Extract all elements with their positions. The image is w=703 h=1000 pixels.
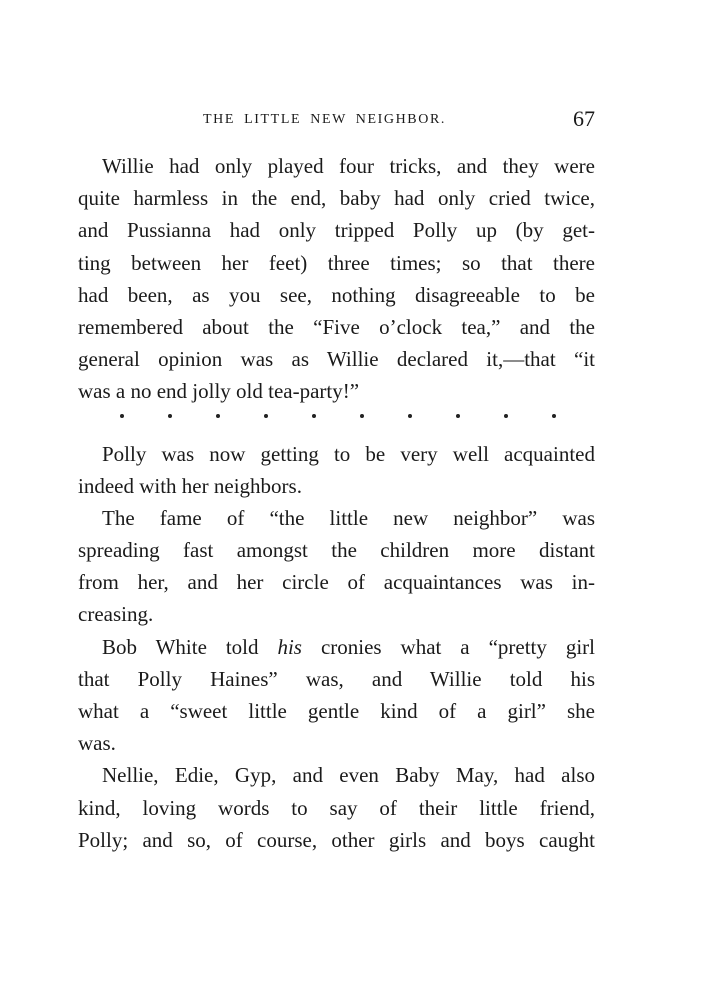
text-line: that Polly Haines” was, and Willie told his	[78, 666, 595, 691]
text-line: Nellie, Edie, Gyp, and even Baby May, had also	[102, 763, 595, 788]
text-line: spreading fast amongst the children more distant	[78, 538, 595, 563]
text-line: remembered about the “Five o’clock tea,” and the	[78, 314, 595, 339]
text-line: kind, loving words to say of their little friend,	[78, 795, 595, 820]
text-line-with-italic	[78, 631, 595, 663]
text-line: was a no end jolly old tea-party!”	[78, 379, 360, 404]
text-segment: Bob White told	[102, 634, 278, 659]
dot	[456, 414, 460, 418]
text-line: creasing.	[78, 602, 154, 627]
dot	[216, 414, 220, 418]
running-title: THE LITTLE NEW NEIGHBOR.	[203, 112, 446, 127]
dot	[360, 414, 364, 418]
dot	[312, 414, 316, 418]
dot	[168, 414, 172, 418]
text-line: The fame of “the little new neighbor” was	[102, 505, 595, 530]
text-line: was.	[78, 731, 116, 756]
section-break-dots	[78, 408, 595, 432]
body-text	[78, 150, 595, 856]
text-segment: cronies what a “pretty girl	[301, 634, 595, 659]
text-line: had been, as you see, nothing disagreeable to be	[78, 282, 595, 307]
italic-emphasis: his	[277, 634, 302, 659]
text-line: indeed with her neighbors.	[78, 473, 302, 498]
dot	[408, 414, 412, 418]
text-line: ting between her feet) three times; so that there	[78, 250, 595, 275]
text-line: from her, and her circle of acquaintances was in-	[78, 570, 595, 595]
dot	[264, 414, 268, 418]
text-line: quite harmless in the end, baby had only cried twice,	[78, 186, 595, 211]
dot	[504, 414, 508, 418]
text-line: what a “sweet little gentle kind of a girl” she	[78, 699, 595, 723]
running-head	[0, 108, 703, 132]
text-line: Polly; and so, of course, other girls and boys caught	[78, 827, 595, 852]
text-line: Willie had only played four tricks, and they were	[102, 154, 595, 178]
dot	[120, 414, 124, 418]
page-number: 67	[573, 106, 595, 131]
text-line: and Pussianna had only tripped Polly up (by get-	[78, 218, 595, 243]
dot	[552, 414, 556, 418]
text-line: Polly was now getting to be very well acquainted	[102, 441, 595, 466]
text-line: general opinion was as Willie declared it,—that “it	[78, 347, 595, 372]
